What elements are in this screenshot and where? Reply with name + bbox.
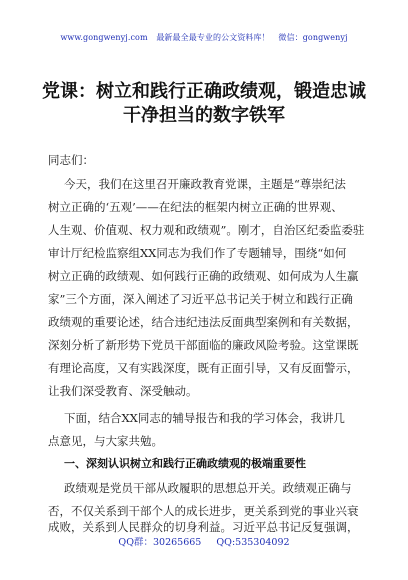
para3-line: 政绩观是党员干部从政履职的思想总开关。政绩观正确与 [64, 481, 352, 495]
para1-line: 政绩观的重要论述，结合违纪违法反面典型案例和有关数据， [48, 315, 359, 329]
page-header [0, 32, 408, 43]
header-slogan: 最新最全最专业的公文资料库！ [156, 33, 270, 42]
para1-line: 家”三个方面，深入阐述了习近平总书记关于树立和践行正确 [48, 292, 353, 306]
para2-line: 点意见，与大家共勉。 [48, 434, 163, 448]
para2-line: 下面，结合XX同志的辅导报告和我的学习体会，我讲几 [64, 411, 345, 425]
footer-qq: QQ:535304092 [216, 537, 290, 548]
para1-line: 深刻分析了新形势下党员干部面临的廉政风险考验。这堂课既 [48, 338, 359, 352]
para1-line: 人生观、价值观、权力观和政绩观”。刚才，自治区纪委监委驻 [48, 223, 365, 237]
header-wechat: 微信：gongwenyj [278, 33, 348, 42]
doc-title-line-2: 干净担当的数字铁军 [123, 105, 285, 126]
para1-line: 审计厅纪检监察组XX同志为我们作了专题辅导，围绕“如何 [48, 246, 347, 260]
para1-line: 有理论高度，又有实践深度，既有正面引导，又有反面警示， [48, 361, 359, 375]
para1-line: 今天，我们在这里召开廉政教育党课，主题是“尊崇纪法 [64, 177, 346, 191]
para1-line: 让我们深受教育、深受触动。 [48, 384, 198, 398]
page-footer [0, 534, 408, 548]
doc-title-line-1: 党课：树立和践行正确政绩观，锻造忠诚 [42, 81, 366, 102]
para3-line: 成败，关系到人民群众的切身利益。习近平总书记反复强调， [48, 520, 359, 534]
salutation: 同志们： [48, 153, 94, 167]
para3-line: 否，不仅关系到干部个人的成长进步，更关系到党的事业兴衰 [48, 504, 359, 518]
footer-qq-group: QQ群：30265665 [118, 537, 202, 548]
header-site-link[interactable]: www.gongwenyj.com [60, 33, 148, 42]
para1-line: 树立正确的‘五观’——在纪法的框架内树立正确的世界观、 [48, 200, 343, 214]
para1-line: 树立正确的政绩观、如何践行正确的政绩观、如何成为人生赢 [48, 269, 359, 283]
section-heading: 一、深刻认识树立和践行正确政绩观的极端重要性 [64, 457, 306, 470]
